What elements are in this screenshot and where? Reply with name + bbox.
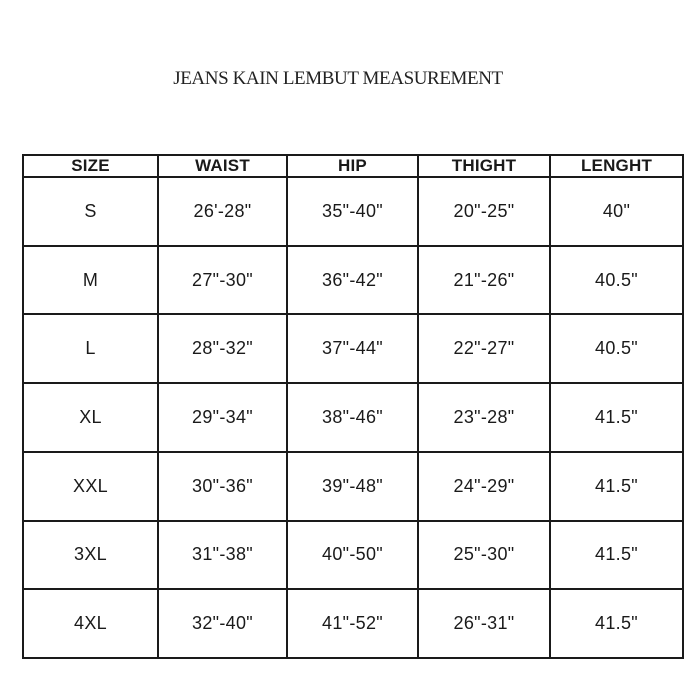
size-chart-table — [22, 154, 684, 659]
table-row — [23, 589, 683, 658]
cell-size: M — [23, 246, 158, 315]
cell-hip: 35"-40" — [287, 177, 418, 246]
page-title: JEANS KAIN LEMBUT MEASUREMENT — [173, 68, 503, 89]
cell-hip: 39"-48" — [287, 452, 418, 521]
cell-thigh: 22"-27" — [418, 314, 550, 383]
cell-hip: 41"-52" — [287, 589, 418, 658]
header-hip: HIP — [287, 155, 418, 177]
cell-waist: 26'-28" — [158, 177, 287, 246]
cell-length: 40" — [550, 177, 683, 246]
cell-thigh: 25"-30" — [418, 521, 550, 590]
cell-length: 41.5" — [550, 589, 683, 658]
header-size: SIZE — [23, 155, 158, 177]
table-row — [23, 521, 683, 590]
table-row — [23, 383, 683, 452]
cell-size: S — [23, 177, 158, 246]
cell-hip: 36"-42" — [287, 246, 418, 315]
cell-size: 3XL — [23, 521, 158, 590]
cell-length: 40.5" — [550, 314, 683, 383]
cell-thigh: 24"-29" — [418, 452, 550, 521]
table-row — [23, 452, 683, 521]
cell-waist: 28"-32" — [158, 314, 287, 383]
cell-thigh: 26"-31" — [418, 589, 550, 658]
cell-length: 41.5" — [550, 383, 683, 452]
cell-length: 41.5" — [550, 452, 683, 521]
cell-size: L — [23, 314, 158, 383]
cell-waist: 29"-34" — [158, 383, 287, 452]
header-waist: WAIST — [158, 155, 287, 177]
cell-waist: 27"-30" — [158, 246, 287, 315]
cell-size: 4XL — [23, 589, 158, 658]
cell-size: XL — [23, 383, 158, 452]
cell-hip: 40"-50" — [287, 521, 418, 590]
cell-waist: 30"-36" — [158, 452, 287, 521]
cell-thigh: 20"-25" — [418, 177, 550, 246]
header-length: LENGHT — [550, 155, 683, 177]
cell-waist: 31"-38" — [158, 521, 287, 590]
table-row — [23, 246, 683, 315]
cell-waist: 32"-40" — [158, 589, 287, 658]
header-row — [23, 155, 683, 177]
cell-length: 41.5" — [550, 521, 683, 590]
cell-hip: 38"-46" — [287, 383, 418, 452]
cell-length: 40.5" — [550, 246, 683, 315]
header-thigh: THIGHT — [418, 155, 550, 177]
cell-hip: 37"-44" — [287, 314, 418, 383]
table-row — [23, 177, 683, 246]
cell-thigh: 23"-28" — [418, 383, 550, 452]
table-row — [23, 314, 683, 383]
cell-thigh: 21"-26" — [418, 246, 550, 315]
cell-size: XXL — [23, 452, 158, 521]
